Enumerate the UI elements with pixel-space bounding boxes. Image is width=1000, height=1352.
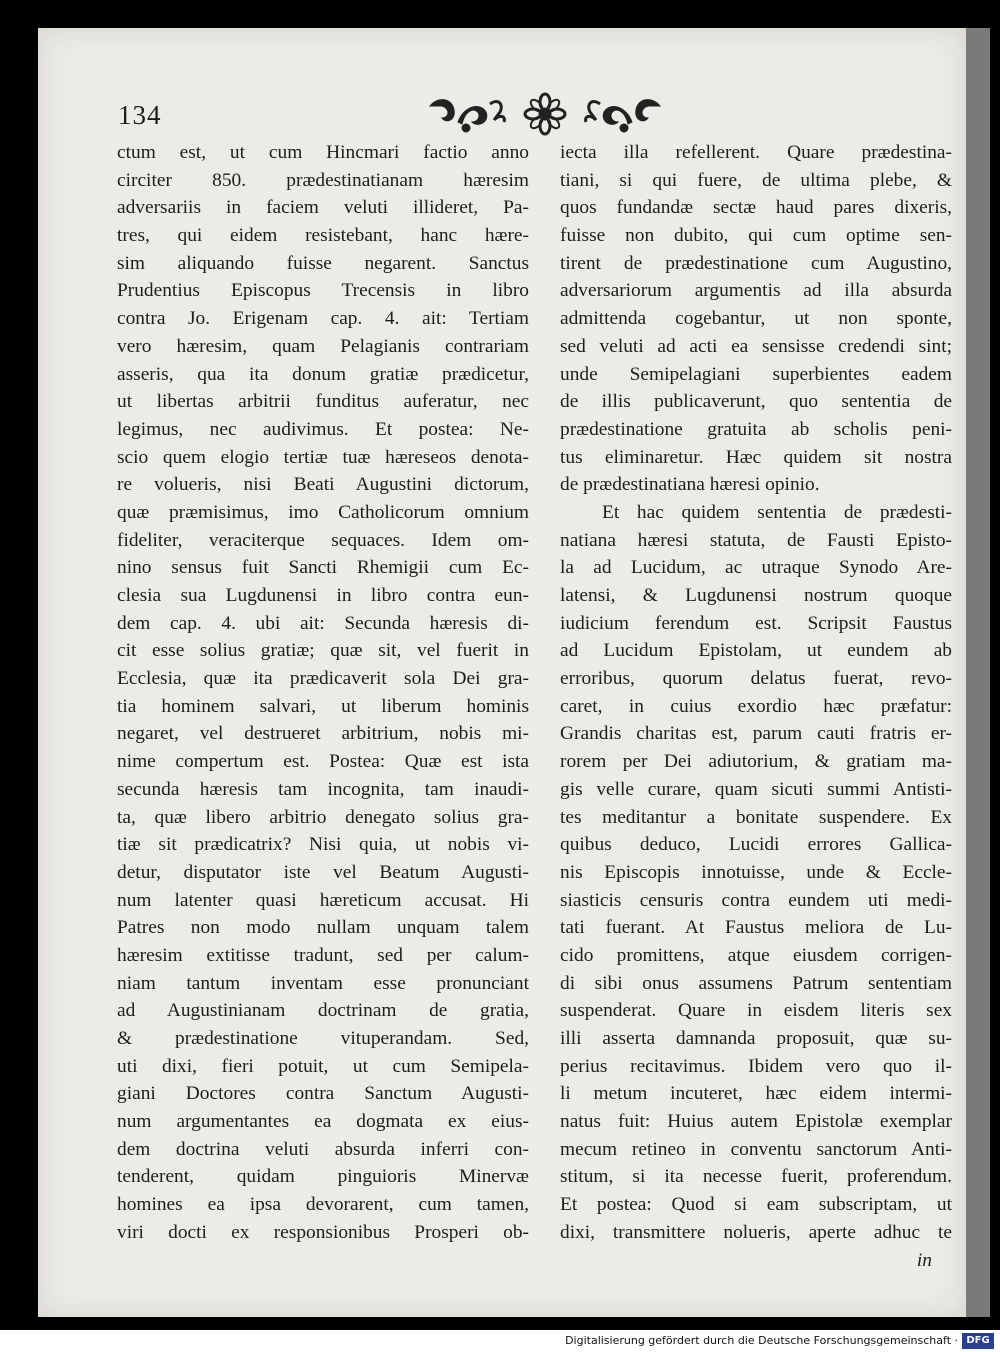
text-line: sed veluti ad acti ea sensisse credendi sint;: [560, 335, 952, 357]
text-line: li metum incuteret, hæc eidem intermi-: [560, 1083, 952, 1105]
text-line: contra Jo. Erigenam cap. 4. ait: Tertiam: [117, 308, 529, 330]
text-line: asseris, qua ita donum gratiæ prædicetur,: [117, 363, 529, 385]
text-line: tiæ sit prædicatrix? Nisi quia, ut nobis vi-: [117, 834, 529, 856]
text-line: illi asserta damnanda proposuit, quæ su-: [560, 1028, 952, 1049]
text-line: tenderent, quidam pinguioris Minervæ: [117, 1166, 529, 1188]
text-line: uti dixi, fieri potuit, ut cum Semipela-: [117, 1055, 529, 1077]
text-line: fuisse non dubito, qui cum optime sen-: [560, 225, 952, 247]
text-line: di sibi onus assumens Patrum sententiam: [560, 972, 952, 994]
text-line: de illis publicaverunt, quo sententia de: [560, 391, 952, 413]
text-line: de prædestinatiana hæresi opinio.: [560, 474, 820, 496]
text-line: iudicium ferendum est. Scripsit Faustus: [560, 612, 952, 634]
text-line: admittenda cogebantur, ut non sponte,: [560, 308, 952, 330]
text-line: negaret, vel destrueret arbitrium, nobis mi-: [117, 723, 529, 745]
text-line: clesia sua Lugdunensi in libro contra eun-: [117, 585, 529, 606]
text-line: rorem per Dei adiutorium, & gratiam ma-: [560, 751, 952, 773]
text-line: Prudentius Episcopus Trecensis in libro: [117, 280, 529, 302]
text-line: iecta illa refellerent. Quare prædestina-: [560, 142, 952, 163]
text-line: Ecclesia, quæ ita prædicaverit sola Dei gra-: [117, 668, 529, 690]
text-line: gis velle curare, quam sicuti summi Antisti-: [560, 778, 952, 800]
text-line: tirent de prædestinatione cum Augustino,: [560, 252, 952, 274]
page-number: 134: [118, 100, 162, 130]
text-line: fideliter, veraciterque sequaces. Idem om-: [117, 529, 529, 551]
text-line: Et hac quidem sententia de prædesti-: [602, 501, 952, 523]
text-line: cido promittens, atque eiusdem corrigen-: [560, 944, 952, 966]
text-line: num latenter quasi hæreticum accusat. Hi: [117, 889, 529, 911]
text-line: la ad Lucidum, ac utraque Synodo Are-: [560, 557, 952, 579]
text-line: adversariorum argumentis ad illa absurda: [560, 280, 952, 302]
text-line: Grandis charitas est, parum cauti fratris er-: [560, 723, 952, 745]
left-text-column: [117, 139, 529, 1247]
text-line: erroribus, quorum delatus fuerat, revo-: [560, 668, 952, 690]
text-line: dixi, transmittere nolueris, aperte adhuc te: [560, 1221, 952, 1243]
text-line: tes meditantur a bonitate suspendere. Ex: [560, 806, 952, 828]
text-line: ctum est, ut cum Hincmari factio anno: [117, 142, 529, 163]
text-line: ad Lucidum Epistolam, ut eundem ab: [560, 640, 952, 662]
text-line: quæ præmisimus, imo Catholicorum omnium: [117, 501, 529, 523]
text-line: legimus, nec audivimus. Et postea: Ne-: [117, 418, 529, 440]
text-line: hæresim extitisse tradunt, sed per calum-: [117, 944, 529, 966]
page-edge: [966, 28, 990, 1317]
text-line: natiana hæresi statuta, de Fausti Episto-: [560, 529, 952, 551]
text-line: detur, disputator iste vel Beatum Augusti-: [117, 861, 529, 883]
text-line: tiani, si qui fuere, de ultima plebe, &: [560, 169, 952, 191]
text-line: tus eliminaretur. Hæc quidem sit nostra: [560, 446, 952, 468]
text-line: cit esse solius gratiæ; quæ sit, vel fuerit in: [117, 640, 529, 662]
text-line: quibus deduco, Lucidi errores Gallica-: [560, 834, 952, 856]
funding-notice: Digitalisierung gefördert durch die Deutsche Forschungsgemeinschaft ·: [565, 1334, 958, 1347]
text-line: tres, qui eidem resistebant, hanc hære-: [117, 225, 529, 247]
text-line: scio quem elogio tertiæ tuæ hæreseos denota-: [117, 446, 529, 468]
floral-ornament-icon: [420, 92, 670, 138]
text-line: viri docti ex responsionibus Prosperi ob-: [117, 1221, 529, 1243]
text-line: & prædestinatione vituperandam. Sed,: [117, 1028, 529, 1049]
text-line: sim aliquando fuisse negarent. Sanctus: [117, 252, 529, 274]
text-line: nis Episcopis innotuisse, unde & Eccle-: [560, 861, 952, 883]
text-line: unde Semipelagiani superbientes eadem: [560, 363, 952, 385]
text-line: dem cap. 4. ubi ait: Secunda hæresis di-: [117, 612, 529, 634]
text-line: re volueris, nisi Beati Augustini dictorum,: [117, 474, 529, 496]
text-line: num argumentantes ea dogmata ex eius-: [117, 1111, 529, 1133]
text-line: niam tantum inventam esse pronunciant: [117, 972, 529, 994]
text-line: ut libertas arbitrii funditus auferatur, nec: [117, 391, 529, 413]
text-line: giani Doctores contra Sanctum Augusti-: [117, 1083, 529, 1105]
text-line: adversariis in faciem veluti illideret, Pa-: [117, 197, 529, 219]
text-line: tati fuerant. At Faustus meliora de Lu-: [560, 917, 952, 939]
text-line: perius recitavimus. Ibidem vero quo il-: [560, 1055, 952, 1077]
text-line: dem doctrina veluti absurda inferri con-: [117, 1138, 529, 1160]
text-line: vero hæresim, quam Pelagianis contrariam: [117, 335, 529, 357]
text-line: quos fundandæ sectæ haud pares dixeris,: [560, 197, 952, 219]
text-line: suspenderat. Quare in eisdem literis sex: [560, 1000, 952, 1022]
text-line: caret, in cuius exordio hæc præfatur:: [560, 695, 952, 717]
text-line: Et postea: Quod si eam subscriptam, ut: [560, 1194, 952, 1216]
footer-bar: [0, 1330, 1000, 1352]
catchword: in: [916, 1249, 932, 1271]
text-line: ad Augustinianam doctrinam de gratia,: [117, 1000, 529, 1022]
text-line: nino sensus fuit Sancti Rhemigii cum Ec-: [117, 557, 529, 579]
text-line: tia hominem salvari, ut liberum hominis: [117, 695, 529, 717]
dfg-logo-icon: DFG: [962, 1333, 994, 1349]
text-line: homines ea ipsa devorarent, cum tamen,: [117, 1194, 529, 1216]
text-line: nime compertum est. Postea: Quæ est ista: [117, 751, 529, 773]
text-line: siasticis censuris contra eundem uti medi-: [560, 889, 952, 911]
text-line: secunda hæresis tam incognita, tam inaudi-: [117, 778, 529, 800]
text-line: Patres non modo nullam unquam talem: [117, 917, 529, 939]
text-line: circiter 850. prædestinatianam hæresim: [117, 169, 529, 191]
text-line: ta, quæ libero arbitrio denegato solius gra-: [117, 806, 529, 828]
text-line: prædestinatione gratuita ab scholis peni-: [560, 418, 952, 440]
text-line: stitum, si ita necesse fuerit, proferendum.: [560, 1166, 952, 1188]
text-line: natus fuit: Huius autem Epistolæ exemplar: [560, 1111, 952, 1133]
text-line: latensi, & Lugdunensi nostrum quoque: [560, 585, 952, 606]
right-text-column: [560, 139, 952, 1274]
text-line: mecum retineo in conventu sanctorum Anti-: [560, 1138, 952, 1160]
